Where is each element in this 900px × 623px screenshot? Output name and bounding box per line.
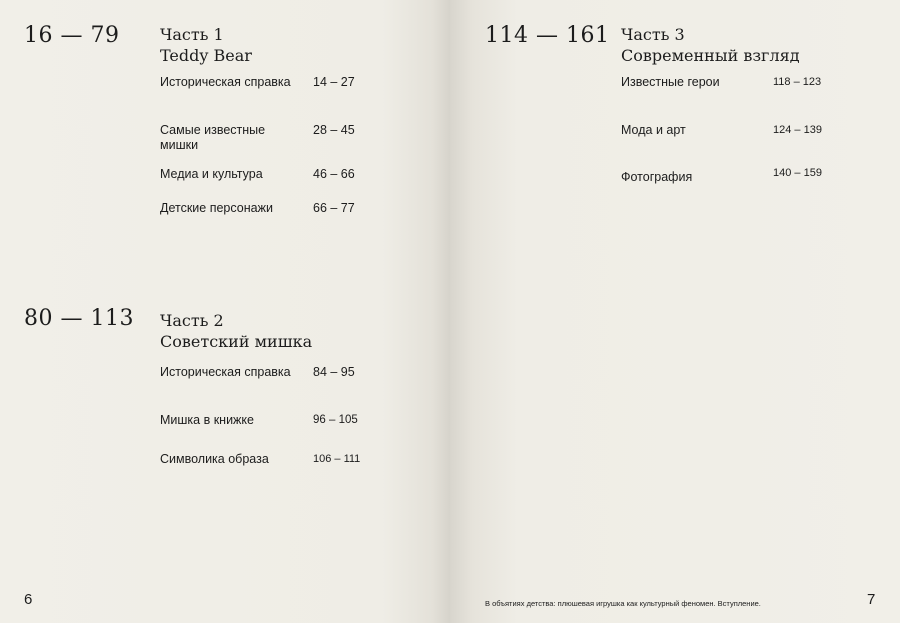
toc-entry-pages: 140 – 159 [773, 167, 822, 179]
toc-entry-title: Историческая справка [160, 75, 291, 89]
toc-entry-title: Медиа и культура [160, 167, 263, 181]
toc-entry-title: Мишка в книжке [160, 413, 254, 427]
part-2-title: Советский мишка [160, 332, 313, 351]
toc-entry-title: Самые известные мишки [160, 123, 266, 152]
toc-entry-title: Мода и арт [621, 123, 686, 137]
toc-entry-title: Известные герои [621, 75, 720, 89]
toc-entry-pages: 84 – 95 [313, 365, 355, 379]
right-page [450, 0, 900, 623]
part-2-label: Часть 2 [160, 311, 224, 330]
part-3-title: Современный взгляд [621, 46, 800, 65]
toc-entry-title: Детские персонажи [160, 201, 273, 215]
toc-entry-title: Фотография [621, 170, 693, 184]
part-1-title: Teddy Bear [160, 46, 252, 65]
part-2-page-range: 80 — 113 [24, 306, 134, 331]
toc-entry-title: Историческая справка [160, 365, 291, 379]
part-3-page-range: 114 — 161 [485, 23, 610, 48]
page-number-right: 7 [867, 591, 876, 608]
toc-entry-title: Символика образа [160, 452, 269, 466]
toc-entry-pages: 28 – 45 [313, 123, 355, 137]
page-number-left: 6 [24, 591, 33, 608]
toc-entry-pages: 106 – 111 [313, 453, 361, 465]
toc-entry-pages: 124 – 139 [773, 124, 822, 136]
part-1-page-range: 16 — 79 [24, 23, 120, 48]
toc-entry-pages: 14 – 27 [313, 75, 355, 89]
running-footer: В объятиях детства: плюшевая игрушка как культурный феномен. Вступление. [485, 599, 761, 608]
toc-entry-pages: 118 – 123 [773, 76, 822, 88]
toc-entry-pages: 66 – 77 [313, 201, 355, 215]
toc-entry-pages: 46 – 66 [313, 167, 355, 181]
toc-entry-pages: 96 – 105 [313, 414, 358, 426]
part-1-label: Часть 1 [160, 25, 224, 44]
part-3-label: Часть 3 [621, 25, 685, 44]
